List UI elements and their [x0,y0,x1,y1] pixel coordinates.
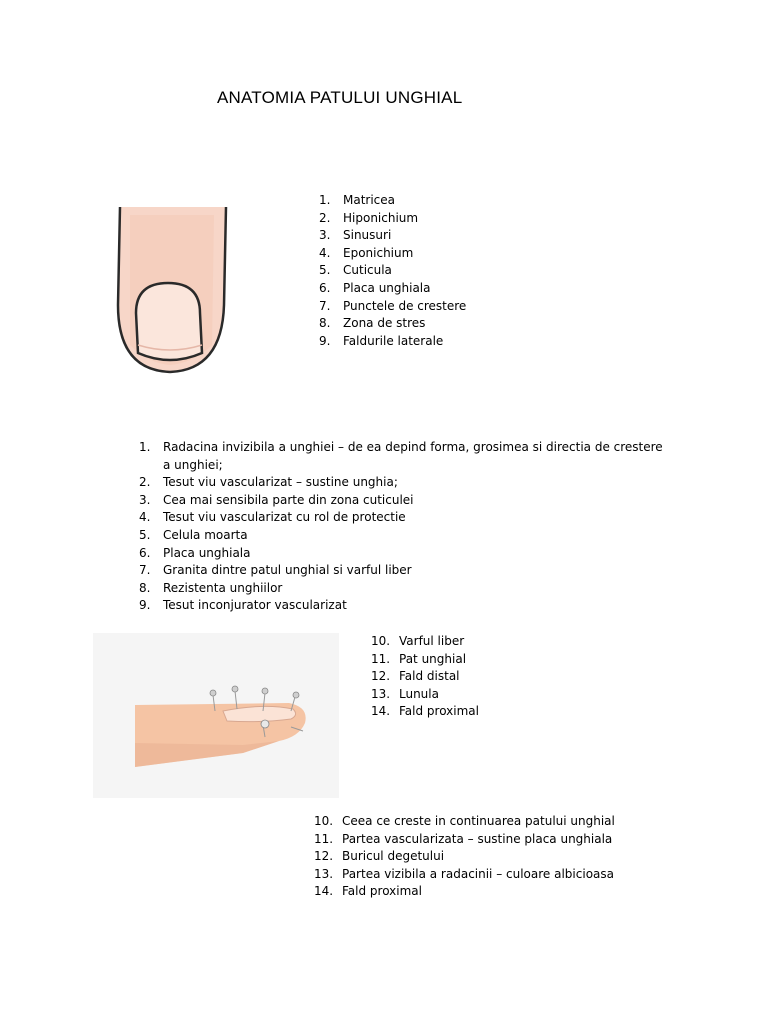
list-item: 1. Radacina invizibila a unghiei – de ea depind forma, grosimea si directia de crestere a unghiei; [139,440,663,472]
list-item: 13. Partea vizibila a radacinii – culoare albicioasa [314,866,614,881]
list-item: 8. Zona de stres [319,316,426,331]
list-item: 7. Granita dintre patul unghial si varful liber [139,563,412,578]
list-item: 10. Ceea ce creste in continuarea patului unghial [314,814,615,828]
list-item: 7. Punctele de crestere [319,298,467,313]
list-item: 13. Lunula [371,686,439,701]
list-item: 6. Placa unghiala [319,280,431,295]
list-item: 8. Rezistenta unghiilor [139,580,283,595]
list-item: 4. Eponichium [319,245,414,260]
list-item: 9. Tesut inconjurator vascularizat [139,598,347,613]
parts-list-1 [319,192,467,350]
descriptions-list-2 [314,813,615,901]
list-item: 4. Tesut viu vascularizat cu rol de protectie [139,510,406,525]
pointer-dot-5 [261,720,269,728]
list-item: 2. Hiponichium [319,210,419,225]
list-item: 9. Faldurile laterale [319,333,444,348]
list-item: 5. Cuticula [319,263,392,278]
pointer-dot-3 [262,688,268,694]
nail-side [223,706,296,721]
finger-side-illustration [93,633,339,798]
list-item: 12. Fald distal [371,669,460,684]
pointer-dot-4 [293,692,299,698]
list-item: 11. Pat unghial [371,651,467,666]
finger-front-illustration [108,195,233,380]
list-item: 14. Fald proximal [314,884,422,899]
list-item: 14. Fald proximal [371,704,479,719]
list-item: 1. Matricea [319,193,396,207]
list-item: 3. Cea mai sensibila parte din zona cuticulei [139,492,414,507]
list-item: 3. Sinusuri [319,228,392,243]
list-item: 5. Celula moarta [139,527,248,542]
nail-plate [136,283,202,360]
page-title: ANATOMIA PATULUI UNGHIAL [217,88,463,107]
list-item: 11. Partea vascularizata – sustine placa unghiala [314,831,613,846]
descriptions-list-1 [139,439,663,615]
pointer-dot-1 [210,690,216,696]
parts-list-2 [371,633,479,721]
pointer-dot-2 [232,686,238,692]
list-item: 10. Varful liber [371,634,465,648]
list-item: 12. Buricul degetului [314,849,445,864]
list-item: 2. Tesut viu vascularizat – sustine unghia; [139,475,398,490]
list-item: 6. Placa unghiala [139,545,251,560]
